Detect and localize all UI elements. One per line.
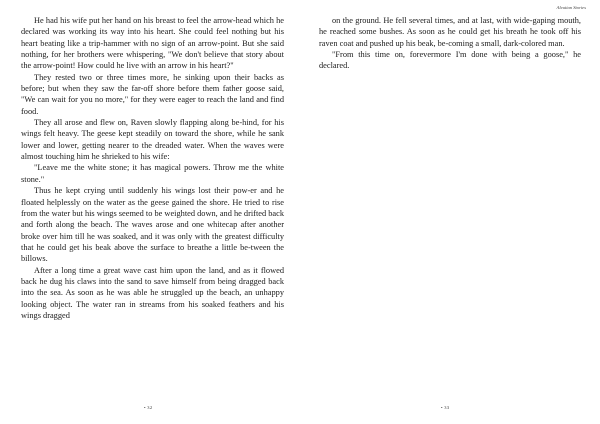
left-paragraph-6: After a long time a great wave cast him upon the land, and as it flowed back he dug his claws into the sand to save himself from being dragged back into the sea. As soon as he was able he struggled up the beach, an unhappy looking object. The water ran in streams from his soaked feathers and his wings dragged — [21, 265, 284, 320]
left-page-number: • 32 — [144, 405, 153, 410]
running-header: Aleutian Stories — [556, 5, 586, 10]
right-page-number: • 33 — [441, 405, 450, 410]
left-paragraph-3: They all arose and flew on, Raven slowly flapping along be-hind, for his wings felt heavy. The geese kept steadily on toward the shore, while he sank lower and lower, getting nearer to the dreaded water. When the waves were almost touching him he shrieked to his wife: — [21, 118, 284, 162]
right-paragraph-1: on the ground. He fell several times, and at last, with wide-gaping mouth, he reached some bushes. As soon as he could get his breath he took off his raven coat and pushed up his beak, be-coming a small, dark-colored man. — [319, 16, 581, 48]
left-paragraph-5: Thus he kept crying until suddenly his wings lost their pow-er and he floated helplessly on the water as the geese gained the shore. He tried to rise from the water but his wings seemed to be weighted down, and he drifted back and forth along the beach. The waves arose and one whitecap after another broke over him till he was soaked, and it was only with the greatest difficulty that he could get his beak above the surface to breathe a little be-tween the billows. — [21, 186, 284, 264]
left-paragraph-4: "Leave me the white stone; it has magical powers. Throw me the white stone." — [21, 163, 284, 184]
right-paragraph-2: "From this time on, forevermore I'm done with being a goose," he declared. — [319, 50, 581, 71]
right-page-body — [319, 15, 581, 72]
left-page-body — [21, 15, 284, 321]
right-page — [300, 0, 600, 424]
left-paragraph-1: He had his wife put her hand on his breast to feel the arrow-head which he declared was working its way into his heart. She could feel nothing but his heart beating like a trip-hammer with no sign of an arrow-point. But she said nothing, for her brothers were whispering, "We don't believe that story about the arrow-point! How could he live with an arrow in his heart?" — [21, 16, 284, 71]
left-paragraph-2: They rested two or three times more, he sinking upon their backs as before; but when they saw the far-off shore before them father goose said, "We can wait for you no more," for they were eager to reach the land and find food. — [21, 72, 284, 116]
